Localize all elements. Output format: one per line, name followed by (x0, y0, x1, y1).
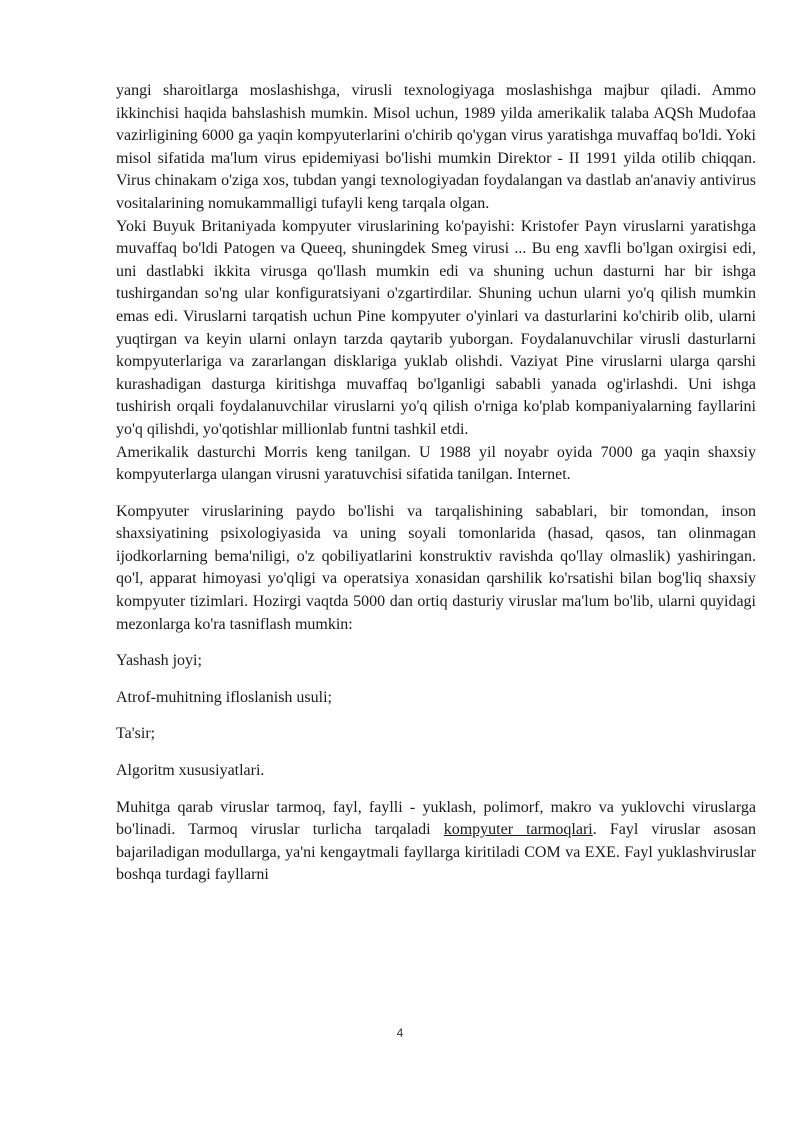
virus-types-text-start: Muhitga qarab viruslar tarmoq, fayl, faylli - yuklash, polimorf, makro va yuklovchi viruslarga bo'linadi. Tarmoq viruslar turlicha tarqaladi (116, 798, 756, 839)
criteria-item-infection-method: Atrof-muhitning ifloslanish usuli; (116, 688, 332, 706)
criteria-item-algorithm: Algoritm xususiyatlari. (116, 762, 265, 780)
page-body (116, 80, 756, 887)
criteria-item-effect: Ta'sir; (116, 725, 156, 743)
paragraph-morris: Amerikalik dasturchi Morris keng tanilgan. U 1988 yil noyabr oyida 7000 ga yaqin shaxsiy kompyuterlarga ulangan virusni yaratuvchisi sifatida tanilgan. Internet. (116, 443, 756, 484)
paragraph-virus-history-intro: yangi sharoitlarga moslashishga, virusli texnologiyaga moslashishga majbur qiladi. Ammo ikkinchisi haqida bahslashish mumkin. Misol uchun, 1989 yilda amerikalik talaba AQSh Mudofaa vazirligining 6000 ga yaqin kompyuterlarini o'chirib qo'ygan virus yaratishga muvaffaq bo'ldi. Yoki misol sifatida ma'lum virus epidemiyasi bo'lishi mumkin Direktor - II 1991 yilda otilib chiqqan. Virus chinakam o'ziga xos, tubdan yangi texnologiyadan foydalangan va dastlab an'anaviy antivirus vositalarining nomukammalligi tufayli keng tarqala olgan. (116, 82, 756, 212)
page-number: 4 (396, 1026, 404, 1040)
computer-networks-link[interactable]: kompyuter tarmoqlari (443, 821, 593, 839)
paragraph-virus-types (116, 797, 756, 887)
virus-types-text-end: . Fayl viruslar asosan bajariladigan modullarga, ya'ni kengaytmali fayllarga kiritiladi COM va EXE. Fayl yuklashviruslar boshqa turdagi fayllarni (116, 821, 756, 884)
paragraph-virus-causes: Kompyuter viruslarining paydo bo'lishi va tarqalishining sabablari, bir tomondan, inson shaxsiyatining psixologiyasida va uning soyali tomonlarida (hasad, qasos, tan olinmagan ijodkorlarning bema'niligi, o'z qobiliyatlarini konstruktiv ravishda qo'llay olmaslik) yashiringan. qo'l, apparat himoyasi yo'qligi va operatsiya xonasidan qarshilik ko'rsatishi bilan bog'liq shaxsiy kompyuter tizimlari. Hozirgi vaqtda 5000 dan ortiq dasturiy viruslar ma'lum bo'lib, ularni quyidagi mezonlarga ko'ra tasniflash mumkin: (116, 502, 756, 633)
criteria-item-habitat: Yashash joyi; (116, 652, 202, 670)
paragraph-uk-viruses: Yoki Buyuk Britaniyada kompyuter viruslarining ko'payishi: Kristofer Payn viruslarni yaratishga muvaffaq bo'ldi Patogen va Queeq, shuningdek Smeg virusi ... Bu eng xavfli bo'lgan oxirgisi edi, uni dastlabki ikkita virusga qo'llash mumkin edi va shuning uchun dasturni har bir ishga tushirgandan so'ng ular konfiguratsiyani o'zgartirdilar. Shuning uchun ularni yo'q qilish mumkin emas edi. Viruslarni tarqatish uchun Pine kompyuter o'yinlari va dasturlarini ko'chirib olib, ularni yuqtirgan va keyin ularni onlayn tarzda qaytarib yuborgan. Foydalanuvchilar virusli dasturlarni kompyuterlariga va zararlangan disklariga yuklab olishdi. Vaziyat Pine viruslarni ularga qarshi kurashadigan dasturga kiritishga muvaffaq bo'lganligi sababli yanada og'irlashdi. Uni ishga tushirish orqali foydalanuvchilar viruslarni yo'q qilish o'rniga ko'plab kompaniyalarning fayllarini yo'q qilishdi, yo'qotishlar millionlab funtni tashkil etdi. (116, 217, 756, 438)
